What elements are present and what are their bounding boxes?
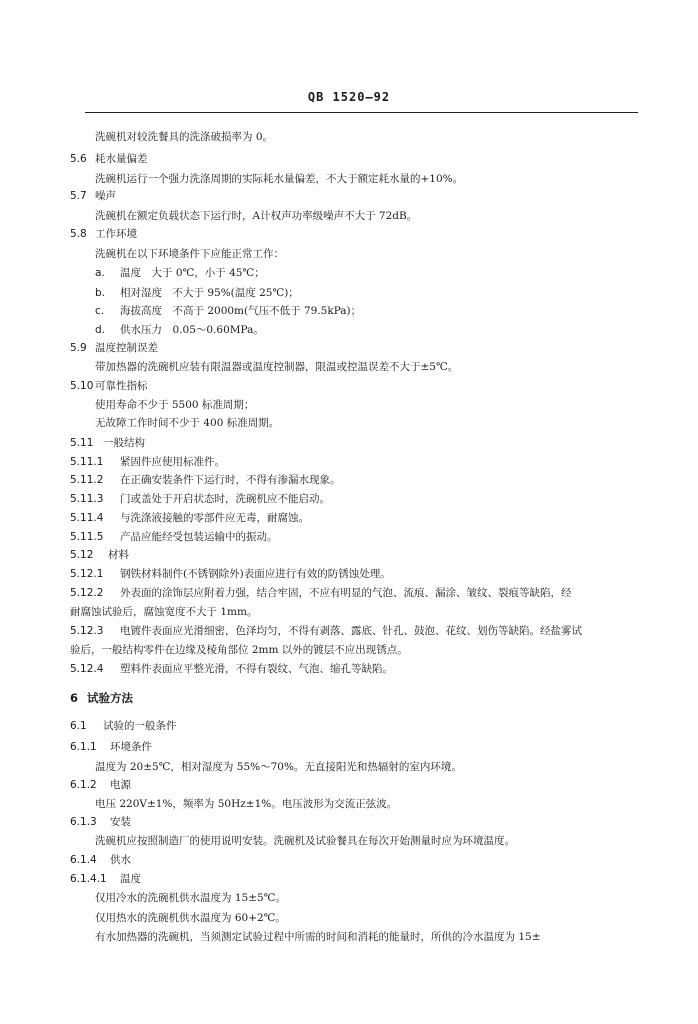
paragraph-text: 使用寿命不少于 5500 标准周期； bbox=[95, 399, 255, 411]
paragraph-text: 洗碗机对较洗餐具的洗涤破损率为 0。 bbox=[95, 131, 274, 143]
section-number: 6 bbox=[70, 691, 79, 705]
section-heading-text: 产品应能经受包装运输中的振动。 bbox=[120, 531, 278, 543]
header-rule bbox=[85, 112, 638, 113]
section-number: 6.1.1 bbox=[70, 741, 97, 753]
section-heading-text: 钢铁材料制件(不锈钢除外)表面应进行有效的防锈蚀处理。 bbox=[120, 568, 391, 580]
page-header: QB 1520—92 bbox=[307, 90, 391, 104]
section-heading-text: 工作环境 bbox=[95, 228, 137, 240]
section-heading-text: 耗水量偏差 bbox=[95, 153, 148, 165]
paragraph-text: 洗碗机应按照制造厂的使用说明安装。洗碗机及试验餐具在每次开始测量时应为环境温度。 bbox=[95, 835, 515, 847]
section-heading-text: 门或盖处于开启状态时，洗碗机应不能启动。 bbox=[120, 493, 330, 505]
section-heading-text: 温度控制误差 bbox=[95, 342, 158, 354]
section-heading-text: 紧固件应使用标准件。 bbox=[120, 456, 225, 468]
section-number: 6.1.3 bbox=[70, 816, 97, 828]
section-number: 6.1 bbox=[70, 720, 87, 732]
section-number: 5.8 bbox=[70, 228, 87, 240]
section-number: a. bbox=[95, 267, 105, 279]
section-number: 5.11.2 bbox=[70, 474, 104, 486]
section-heading-text: 电源 bbox=[110, 779, 131, 791]
section-number: 5.12.2 bbox=[70, 587, 104, 599]
paragraph-text: 电压 220V±1%，频率为 50Hz±1%。电压波形为交流正弦波。 bbox=[95, 798, 398, 810]
section-heading-text: 安装 bbox=[110, 816, 131, 828]
section-heading-text: 一般结构 bbox=[103, 437, 145, 449]
paragraph-text: 有水加热器的洗碗机，当须测定试验过程中所需的时间和消耗的能量时，所供的冷水温度为 15± bbox=[95, 931, 541, 943]
section-heading-text: 塑料件表面应平整光滑，不得有裂纹、气泡、缩孔等缺陷。 bbox=[120, 663, 393, 675]
section-heading-text: 供水压力 0.05～0.60MPa。 bbox=[120, 324, 264, 336]
section-number: 5.11.3 bbox=[70, 493, 104, 505]
paragraph-text: 洗碗机在额定负载状态下运行时，A计权声功率级噪声不大于 72dB。 bbox=[95, 210, 418, 222]
section-number: 6.1.4 bbox=[70, 854, 97, 866]
section-number: 5.10 bbox=[70, 380, 94, 392]
section-number: 5.11.4 bbox=[70, 512, 104, 524]
section-heading-text: 与洗涤液接触的零部件应无毒，耐腐蚀。 bbox=[120, 512, 309, 524]
section-heading-text: 温度 大于 0℃，小于 45℃； bbox=[120, 267, 265, 279]
section-number: 6.1.4.1 bbox=[70, 873, 107, 885]
section-number: 6.1.2 bbox=[70, 779, 97, 791]
section-number: 5.12.3 bbox=[70, 625, 104, 637]
section-heading-text: 温度 bbox=[120, 873, 141, 885]
section-heading-text: 试验方法 bbox=[87, 691, 133, 705]
paragraph-text: 耐腐蚀试验后，腐蚀宽度不大于 1mm。 bbox=[70, 606, 258, 618]
section-heading-text: 外表面的涂饰层应附着力强，结合牢固，不应有明显的气泡、流痕、漏涂、皱纹、裂痕等缺陷，经 bbox=[120, 587, 572, 599]
section-number: 5.9 bbox=[70, 342, 87, 354]
section-number: 5.6 bbox=[70, 153, 87, 165]
paragraph-text: 仅用热水的洗碗机供水温度为 60+2℃。 bbox=[95, 912, 286, 924]
section-heading-text: 可靠性指标 bbox=[95, 380, 148, 392]
section-heading-text: 材料 bbox=[108, 549, 129, 561]
paragraph-text: 验后，一般结构零件在边缘及棱角部位 2mm 以外的镀层不应出现锈点。 bbox=[70, 644, 408, 656]
section-heading-text: 试验的一般条件 bbox=[103, 720, 177, 732]
section-heading-text: 海拔高度 不高于 2000m(气压不低于 79.5kPa)； bbox=[120, 305, 362, 317]
section-number: 5.11 bbox=[70, 437, 94, 449]
section-number: b. bbox=[95, 287, 106, 299]
section-heading-text: 在正确安装条件下运行时，不得有渗漏水现象。 bbox=[120, 474, 341, 486]
section-number: 5.7 bbox=[70, 190, 87, 202]
paragraph-text: 无故障工作时间不少于 400 标准周期。 bbox=[95, 417, 280, 429]
section-heading-text: 电镀件表面应光滑细密，色泽均匀，不得有剥落、露底、针孔、鼓泡、花纹、划伤等缺陷。经盐雾试 bbox=[120, 625, 582, 637]
section-number: c. bbox=[95, 305, 105, 317]
section-number: 5.12.1 bbox=[70, 568, 104, 580]
section-number: 5.11.5 bbox=[70, 531, 104, 543]
paragraph-text: 带加热器的洗碗机应装有限温器或温度控制器，限温或控温误差不大于±5℃。 bbox=[95, 361, 459, 373]
paragraph-text: 洗碗机运行一个强力洗涤周期的实际耗水量偏差，不大于额定耗水量的+10%。 bbox=[95, 173, 464, 185]
section-heading-text: 噪声 bbox=[95, 190, 116, 202]
section-heading-text: 相对湿度 不大于 95%(温度 25℃)； bbox=[120, 287, 299, 299]
section-number: d. bbox=[95, 324, 106, 336]
section-number: 5.12.4 bbox=[70, 663, 104, 675]
section-heading-text: 环境条件 bbox=[110, 741, 152, 753]
section-number: 5.12 bbox=[70, 549, 94, 561]
section-heading-text: 供水 bbox=[110, 854, 131, 866]
section-number: 5.11.1 bbox=[70, 456, 104, 468]
paragraph-text: 洗碗机在以下环境条件下应能正常工作： bbox=[95, 248, 284, 260]
paragraph-text: 温度为 20±5℃，相对湿度为 55%～70%。无直接阳光和热辐射的室内环境。 bbox=[95, 761, 462, 773]
paragraph-text: 仅用冷水的洗碗机供水温度为 15±5℃。 bbox=[95, 892, 286, 904]
